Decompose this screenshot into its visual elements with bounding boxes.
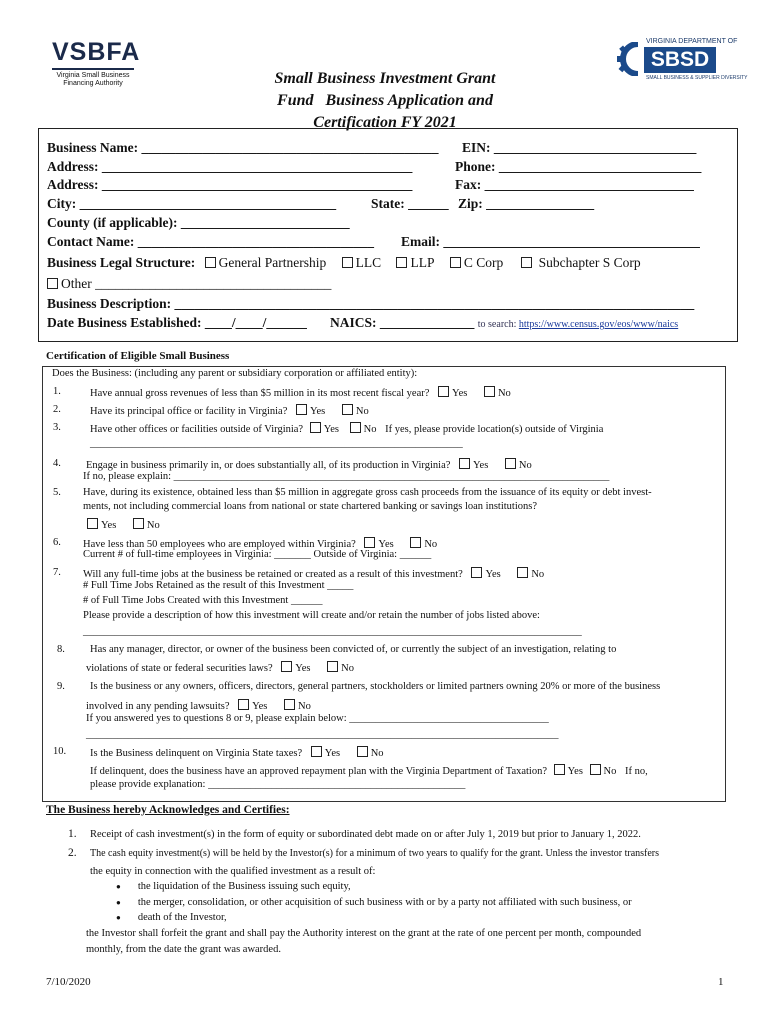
sbsd-logo-name: SBSD	[644, 47, 716, 73]
checkbox[interactable]	[554, 764, 565, 775]
yes-label: Yes	[567, 766, 583, 777]
checkbox[interactable]	[350, 422, 361, 433]
yes-label: Yes	[473, 460, 489, 471]
q5-number: 5.	[53, 487, 61, 498]
yes-label: Yes	[309, 406, 326, 417]
q7-number: 7.	[53, 567, 61, 578]
naics-link[interactable]: https://www.census.gov/eos/www/naics	[518, 319, 679, 330]
bullet-icon: ●	[116, 882, 121, 891]
yes-label: Yes	[324, 748, 341, 759]
q8-number: 8.	[57, 644, 65, 655]
checkbox[interactable]	[342, 404, 353, 415]
ein-field[interactable]: EIN: ______________________________	[462, 140, 697, 155]
ack-item1-text: Receipt of cash investment(s) in the form of equity or subordinated debt made on or after July 1, 2019 but prior to January 1, 2022.	[90, 829, 641, 840]
certification-intro: Does the Business: (including any parent or subsidiary corporation or affiliated entity):	[52, 368, 418, 379]
q3-yes[interactable]	[310, 424, 339, 435]
checkbox[interactable]	[238, 699, 249, 710]
checkbox[interactable]	[133, 518, 144, 529]
no-label: No	[298, 701, 311, 712]
q9-explain-line[interactable]: __________________________________________________________________________________________	[86, 729, 559, 740]
title-line-3: Certification FY 2021	[313, 114, 457, 131]
q6-number: 6.	[53, 537, 61, 548]
checkbox[interactable]	[450, 257, 461, 268]
no-label: No	[355, 406, 369, 417]
q4-text: Engage in business primarily in, or does substantially all, of its production in Virginia?	[86, 460, 451, 471]
yes-label: Yes	[452, 388, 468, 399]
legal-structure-label: Business Legal Structure:	[47, 255, 196, 270]
yes-label: Yes	[485, 569, 501, 580]
no-label: No	[424, 539, 438, 550]
bullet-text: death of the Investor,	[137, 912, 227, 923]
q9-row-b	[86, 699, 311, 712]
other-structure[interactable]	[47, 276, 331, 292]
state-field[interactable]: State: ______	[371, 196, 449, 211]
q10-yes[interactable]	[311, 748, 340, 759]
q5-text-a: Have, during its existence, obtained less than $5 million in aggregate gross cash proceeds from the issuance of its equity or debt invest-	[83, 487, 652, 498]
q1-no[interactable]	[484, 388, 511, 399]
checkbox[interactable]	[396, 257, 407, 268]
q9-yes[interactable]	[238, 701, 267, 712]
gear-icon	[616, 42, 642, 76]
vsbfa-logo-sub1: Virginia Small Business	[56, 72, 130, 79]
q3-text: Have other offices or facilities outside of Virginia?	[90, 424, 304, 435]
q7-description-line[interactable]: _______________________________________________________________________________________________	[83, 626, 582, 637]
ack-bullet-2	[116, 897, 632, 908]
q1-number: 1.	[53, 386, 61, 397]
sbsd-logo-bottom: SMALL BUSINESS & SUPPLIER DIVERSITY	[646, 75, 748, 81]
title-line-2: Fund Business Application and	[277, 92, 493, 109]
address-field-2[interactable]: Address: ______________________________________________	[47, 177, 413, 192]
q5-yes[interactable]	[87, 520, 116, 531]
page-number: 1	[718, 976, 724, 988]
q4-no[interactable]	[505, 460, 532, 471]
option-label: C Corp	[463, 255, 504, 270]
q10-if-no: If no,	[625, 766, 648, 777]
q4-number: 4.	[53, 458, 61, 469]
no-label: No	[603, 766, 617, 777]
checkbox[interactable]	[342, 257, 353, 268]
q10b-yes[interactable]	[554, 766, 583, 777]
footer-date: 7/10/2020	[46, 976, 91, 988]
checkbox[interactable]	[590, 764, 601, 775]
no-label: No	[518, 460, 532, 471]
q2-text: Have its principal office or facility in Virginia?	[90, 406, 288, 417]
county-field[interactable]: County (if applicable): _________________________	[47, 215, 350, 230]
q2-row	[90, 404, 369, 417]
q2-no[interactable]	[342, 406, 369, 417]
q9-no[interactable]	[284, 701, 311, 712]
vsbfa-logo-sub2: Financing Authority	[63, 80, 123, 87]
checkbox[interactable]	[517, 567, 528, 578]
q5-no[interactable]	[133, 520, 160, 531]
q6-text: Have less than 50 employees who are employed within Virginia?	[83, 539, 356, 550]
q3-tail: If yes, please provide location(s) outside of Virginia	[385, 424, 604, 435]
checkbox[interactable]	[205, 257, 216, 268]
q10-row	[90, 746, 384, 759]
q2-number: 2.	[53, 404, 61, 415]
q9-number: 9.	[57, 681, 65, 692]
no-label: No	[146, 520, 160, 531]
title-line-1: Small Business Investment Grant	[274, 70, 496, 87]
q8-text-a: Has any manager, director, or owner of the business been convicted of, or currently the subject of an investigation, relating to	[90, 644, 617, 655]
q10-no[interactable]	[357, 748, 384, 759]
checkbox[interactable]	[284, 699, 295, 710]
phone-field[interactable]: Phone: ______________________________	[455, 159, 702, 174]
q10-text: Is the Business delinquent on Virginia State taxes?	[90, 748, 303, 759]
q10-text-b: If delinquent, does the business have an approved repayment plan with the Virginia Department of Taxation?	[90, 766, 548, 777]
zip-field[interactable]: Zip: ________________	[458, 196, 595, 211]
page-title	[215, 68, 555, 134]
bullet-text: the merger, consolidation, or other acquisition of such business with or by a party not affiliated with such business, or	[137, 897, 632, 908]
q4-row	[86, 458, 532, 471]
no-label: No	[370, 748, 384, 759]
checkbox[interactable]	[310, 422, 321, 433]
checkbox[interactable]	[47, 278, 58, 289]
q1-row	[90, 386, 511, 399]
checkbox[interactable]	[410, 537, 421, 548]
q8-text-b: violations of state or federal securities laws?	[86, 663, 273, 674]
q3-no[interactable]	[350, 424, 377, 435]
checkbox[interactable]	[296, 404, 307, 415]
checkbox[interactable]	[484, 386, 495, 397]
no-label: No	[363, 424, 377, 435]
ack-item1-number: 1.	[68, 828, 77, 840]
q4-yes[interactable]	[459, 460, 488, 471]
q7-created-field[interactable]: # of Full Time Jobs Created with this Investment ______	[83, 595, 323, 606]
q8-yes[interactable]	[281, 663, 310, 674]
option-label: LLC	[355, 255, 382, 270]
q3-location-line[interactable]: _______________________________________________________________________	[90, 438, 463, 449]
checkbox[interactable]	[459, 458, 470, 469]
option-label: LLP	[410, 255, 435, 270]
yes-label: Yes	[252, 701, 268, 712]
q10-row-b	[90, 764, 648, 777]
ack-bullet-3	[116, 912, 227, 923]
bullet-text: the liquidation of the Business issuing such equity,	[137, 881, 351, 892]
checkbox[interactable]	[364, 537, 375, 548]
q7-yes[interactable]	[471, 569, 500, 580]
vsbfa-logo	[52, 38, 142, 90]
no-label: No	[497, 388, 511, 399]
q1-text: Have annual gross revenues of less than $5 million in its most recent fiscal year?	[90, 388, 430, 399]
q10-number: 10.	[53, 746, 67, 757]
checkbox[interactable]	[327, 661, 338, 672]
option-label: General Partnership	[218, 255, 327, 270]
legal-structure-row	[47, 255, 641, 271]
q10-explain-field[interactable]: please provide explanation: _________________________________________________	[90, 779, 466, 790]
checkbox[interactable]	[521, 257, 532, 268]
q4-explain-field[interactable]: If no, please explain: ___________________________________________________________________________________	[83, 471, 610, 482]
ack-closing-a: the Investor shall forfeit the grant and shall pay the Authority interest on the grant at the rate of one percent per month, compounded	[86, 928, 642, 939]
q5-text-b: ments, not including commercial loans from national or state chartered banking or savings loan institutions?	[83, 501, 538, 512]
q10b-no[interactable]	[590, 766, 617, 777]
checkbox[interactable]	[87, 518, 98, 529]
q9-text-b: involved in any pending lawsuits?	[86, 701, 230, 712]
q1-yes[interactable]	[438, 388, 467, 399]
no-label: No	[531, 569, 545, 580]
q2-yes[interactable]	[296, 406, 325, 417]
q3-number: 3.	[53, 422, 61, 433]
other-label: Other ___________________________________	[61, 276, 332, 291]
yes-label: Yes	[378, 539, 394, 550]
certification-heading: Certification of Eligible Small Business	[46, 350, 230, 362]
option-label: Subchapter S Corp	[538, 255, 641, 270]
city-field[interactable]: City: ______________________________________	[47, 196, 337, 211]
acknowledgement-heading: The Business hereby Acknowledges and Certifies:	[46, 804, 290, 816]
ack-closing-b: monthly, from the date the grant was awarded.	[86, 944, 281, 955]
option-c-corp[interactable]	[450, 255, 503, 270]
sbsd-logo	[616, 38, 748, 84]
contact-name-field[interactable]: Contact Name: ___________________________________	[47, 234, 374, 249]
q9-explain-field[interactable]: If you answered yes to questions 8 or 9, please explain below: ______________________________________	[86, 713, 549, 724]
ack-item2-number: 2.	[68, 847, 77, 859]
option-general-partnership[interactable]	[205, 255, 327, 270]
business-name-field[interactable]: Business Name: ____________________________________________	[47, 140, 439, 155]
q5-options	[87, 518, 160, 531]
option-llp[interactable]	[396, 255, 434, 270]
no-label: No	[341, 663, 354, 674]
naics-label: NAICS: ______________	[330, 315, 475, 330]
vsbfa-logo-rule	[52, 68, 134, 70]
email-field[interactable]: Email: ______________________________________	[401, 234, 700, 249]
ack-bullet-1	[116, 881, 351, 892]
yes-label: Yes	[101, 520, 117, 531]
option-subchapter-s[interactable]	[521, 255, 641, 270]
checkbox[interactable]	[471, 567, 482, 578]
checkbox[interactable]	[357, 746, 368, 757]
q7-no[interactable]	[517, 569, 544, 580]
checkbox[interactable]	[505, 458, 516, 469]
search-text: to search:	[477, 319, 517, 330]
q7-description-prompt: Please provide a description of how this investment will create and/or retain the number of jobs listed above:	[83, 610, 540, 621]
q9-text-a: Is the business or any owners, officers, directors, general partners, stockholders or limited partners owning 20% or more of the business	[90, 681, 661, 692]
checkbox[interactable]	[281, 661, 292, 672]
date-established-field[interactable]: Date Business Established: ____/____/______	[47, 315, 307, 330]
q7-text: Will any full-time jobs at the business be retained or created as a result of this investment?	[83, 569, 463, 580]
q3-row	[90, 422, 603, 435]
naics-search-hint	[478, 319, 678, 330]
naics-field[interactable]	[330, 315, 678, 331]
checkbox[interactable]	[311, 746, 322, 757]
sbsd-logo-top: VIRGINIA DEPARTMENT OF	[646, 38, 738, 45]
q7-retained-field[interactable]: # Full Time Jobs Retained as the result of this Investment _____	[83, 580, 354, 591]
option-llc[interactable]	[342, 255, 382, 270]
q8-no[interactable]	[327, 663, 354, 674]
ack-item2-text-a: The cash equity investment(s) will be held by the Investor(s) for a minimum of two years to qualify for the grant. Unless the investor transfers	[90, 848, 660, 859]
vsbfa-logo-name: VSBFA	[52, 38, 141, 66]
yes-label: Yes	[295, 663, 311, 674]
address-field-1[interactable]: Address: ______________________________________________	[47, 159, 413, 174]
bullet-icon: ●	[116, 913, 121, 922]
bullet-icon: ●	[116, 898, 121, 907]
q7-row	[83, 567, 544, 580]
checkbox[interactable]	[438, 386, 449, 397]
ack-item2-text-b: the equity in connection with the qualified investment as a result of:	[90, 866, 376, 877]
q6-current-field[interactable]: Current # of full-time employees in Virginia: _______ Outside of Virginia: ______	[83, 549, 432, 560]
fax-field[interactable]: Fax: _______________________________	[455, 177, 694, 192]
business-description-field[interactable]: Business Description: _____________________________________________________________________________	[47, 296, 695, 311]
yes-label: Yes	[323, 424, 340, 435]
q8-row-b	[86, 661, 354, 674]
